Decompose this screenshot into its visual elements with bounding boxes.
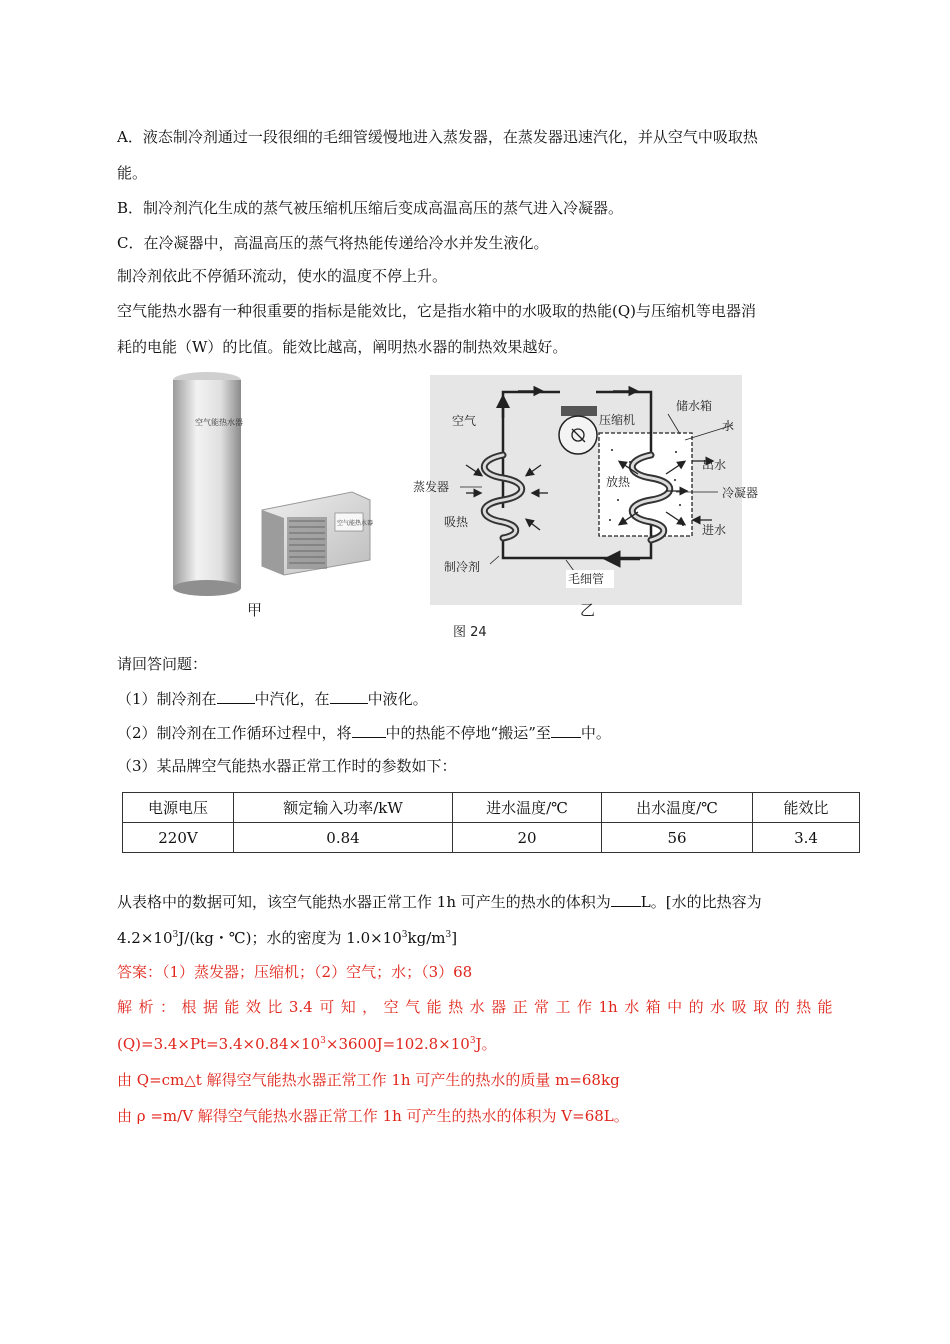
explanation-word: 据 [202, 998, 218, 1016]
explanation-word: ： [159, 998, 175, 1016]
explanation-word: 中 [667, 998, 683, 1016]
table-header-row [123, 793, 860, 823]
paragraph-a-line1: A．液态制冷剂通过一段很细的毛细管缓慢地进入蒸发器，在蒸发器迅速汽化，并从空气中吸取热 [117, 128, 758, 146]
explanation-word: 能 [817, 998, 833, 1016]
explanation-word: 析 [138, 998, 154, 1016]
table-cell: 3.4 [753, 823, 860, 853]
explanation-word: 根 [181, 998, 197, 1016]
explanation-word: 3.4 [288, 998, 313, 1016]
exponent: 3 [469, 1036, 476, 1046]
label-release-heat: 放热 [606, 475, 631, 489]
q2-text-a: （2）制冷剂在工作循环过程中，将 [117, 724, 352, 742]
table-header-cell: 电源电压 [123, 793, 234, 823]
explanation-word: 热 [448, 998, 464, 1016]
q1-text-c: 中液化。 [367, 690, 428, 708]
q2-blank-2[interactable] [551, 722, 581, 738]
q3-blank[interactable] [611, 891, 641, 907]
paragraph-c: C．在冷凝器中，高温高压的蒸气将热能传递给冷水并发生液化。 [117, 234, 549, 252]
table-row [123, 823, 860, 853]
explanation-word: 常 [534, 998, 550, 1016]
heater-tank-image [173, 372, 243, 596]
label-air: 空气 [452, 414, 477, 428]
heater-label: 空气能热水器 [195, 418, 243, 427]
explanation-word: 空 [383, 998, 399, 1016]
explanation-line2 [117, 1034, 497, 1054]
explanation-word: 解 [117, 998, 133, 1016]
exponent: 3 [445, 930, 452, 940]
label-tank: 储水箱 [676, 399, 713, 413]
paragraph-ratio-line1: 空气能热水器有一种很重要的指标是能效比，它是指水箱中的水吸取的热能(Q)与压缩机等电器消 [117, 302, 757, 320]
table-header-cell: 能效比 [753, 793, 860, 823]
label-water-in: 进水 [702, 523, 727, 537]
question-3: （3）某品牌空气能热水器正常工作时的参数如下： [117, 757, 457, 775]
density-unit: kg/m [407, 929, 446, 947]
explanation-word: 的 [688, 998, 704, 1016]
outdoor-unit-image [262, 492, 373, 575]
explanation-word: 水 [624, 998, 640, 1016]
label-capillary: 毛细管 [568, 572, 605, 586]
paragraph-cycle: 制冷剂依此不停循环流动，使水的温度不停上升。 [117, 267, 448, 285]
explanation-word: 可 [319, 998, 335, 1016]
q2-text-b: 中的热能不停地“搬运”至 [385, 724, 551, 742]
explanation-formula-b: ×3600J=102.8×10 [325, 1035, 470, 1053]
answer-line: 答案：（1）蒸发器；压缩机；（2）空气；水；（3）68 [117, 963, 473, 981]
explanation-word: 能 [426, 998, 442, 1016]
table-question-line2 [117, 928, 457, 948]
label-refrigerant: 制冷剂 [444, 560, 481, 574]
paragraph-b: B．制冷剂汽化生成的蒸气被压缩机压缩后变成高温高压的蒸气进入冷凝器。 [117, 199, 624, 217]
label-compressor: 压缩机 [599, 413, 636, 427]
q1-text-a: （1）制冷剂在 [117, 690, 217, 708]
label-condenser: 冷凝器 [722, 486, 759, 500]
explanation-word: 比 [267, 998, 283, 1016]
q2-blank-1[interactable] [352, 722, 386, 738]
compressor-icon [559, 406, 597, 454]
label-yi: 乙 [580, 601, 596, 619]
parameter-table [122, 792, 860, 853]
exponent: 3 [320, 1036, 326, 1046]
schematic-diagram [413, 375, 758, 605]
figure-caption: 图 24 [453, 625, 487, 640]
label-evaporator: 蒸发器 [413, 480, 450, 494]
explanation-formula-a: (Q)=3.4×Pt=3.4×0.84×10 [117, 1035, 321, 1053]
table-question-line1 [117, 891, 762, 912]
paragraph-ratio-line2: 耗的电能（W）的比值。能效比越高，阐明热水器的制热效果越好。 [117, 338, 568, 356]
label-absorb-heat: 吸热 [444, 515, 469, 529]
explanation-line1 [117, 997, 833, 1017]
explanation-word: 器 [491, 998, 507, 1016]
explanation-word: 气 [405, 998, 421, 1016]
question-2 [117, 722, 611, 743]
exponent: 3 [401, 930, 408, 940]
paragraph-a-line2: 能。 [117, 164, 148, 182]
explanation-word: 热 [796, 998, 812, 1016]
explanation-word: 能 [224, 998, 240, 1016]
explanation-line4: 由 ρ =m/V 解得空气能热水器正常工作 1h 可产生的热水的体积为 V=68L。 [117, 1107, 629, 1125]
table-header-cell: 出水温度/℃ [602, 793, 753, 823]
table-cell: 20 [453, 823, 602, 853]
label-jia: 甲 [247, 601, 263, 619]
outdoor-label: 空气能热水器 [337, 520, 374, 527]
table-cell: 0.84 [234, 823, 453, 853]
explanation-word: 正 [512, 998, 528, 1016]
exponent: 3 [172, 930, 179, 940]
table-cell: 220V [123, 823, 234, 853]
label-water-out: 出水 [702, 458, 727, 472]
specific-heat-b: J/(kg・℃)；水的密度为 1.0×10 [178, 929, 402, 947]
explanation-word: 水 [710, 998, 726, 1016]
explanation-word: 取 [753, 998, 769, 1016]
bracket-close: ] [451, 929, 458, 947]
explanation-word: 水 [469, 998, 485, 1016]
label-water: 水 [722, 419, 735, 433]
figure-24 [0, 0, 950, 650]
explanation-word: 吸 [731, 998, 747, 1016]
explanation-word: ， [362, 998, 378, 1016]
table-question-text-b: L。[水的比热容为 [640, 893, 762, 911]
explanation-word: 知 [340, 998, 356, 1016]
explanation-word: 箱 [645, 998, 661, 1016]
table-cell: 56 [602, 823, 753, 853]
explanation-word: 的 [774, 998, 790, 1016]
q1-blank-2[interactable] [330, 688, 368, 704]
explanation-line3: 由 Q=cm△t 解得空气能热水器正常工作 1h 可产生的热水的质量 m=68kg [117, 1071, 620, 1089]
explanation-formula-c: J。 [475, 1035, 497, 1053]
table-header-cell: 进水温度/℃ [453, 793, 602, 823]
q1-blank-1[interactable] [217, 688, 255, 704]
q1-text-b: 中汽化，在 [254, 690, 330, 708]
table-header-cell: 额定输入功率/kW [234, 793, 453, 823]
question-1 [117, 688, 428, 709]
explanation-word: 作 [577, 998, 593, 1016]
explanation-word: 效 [245, 998, 261, 1016]
specific-heat-a: 4.2×10 [117, 929, 173, 947]
explanation-word: 工 [555, 998, 571, 1016]
explanation-word: 1h [598, 998, 618, 1016]
table-question-text-a: 从表格中的数据可知，该空气能热水器正常工作 1h 可产生的热水的体积为 [117, 893, 611, 911]
q2-text-c: 中。 [580, 724, 611, 742]
question-prompt: 请回答问题： [117, 655, 208, 673]
